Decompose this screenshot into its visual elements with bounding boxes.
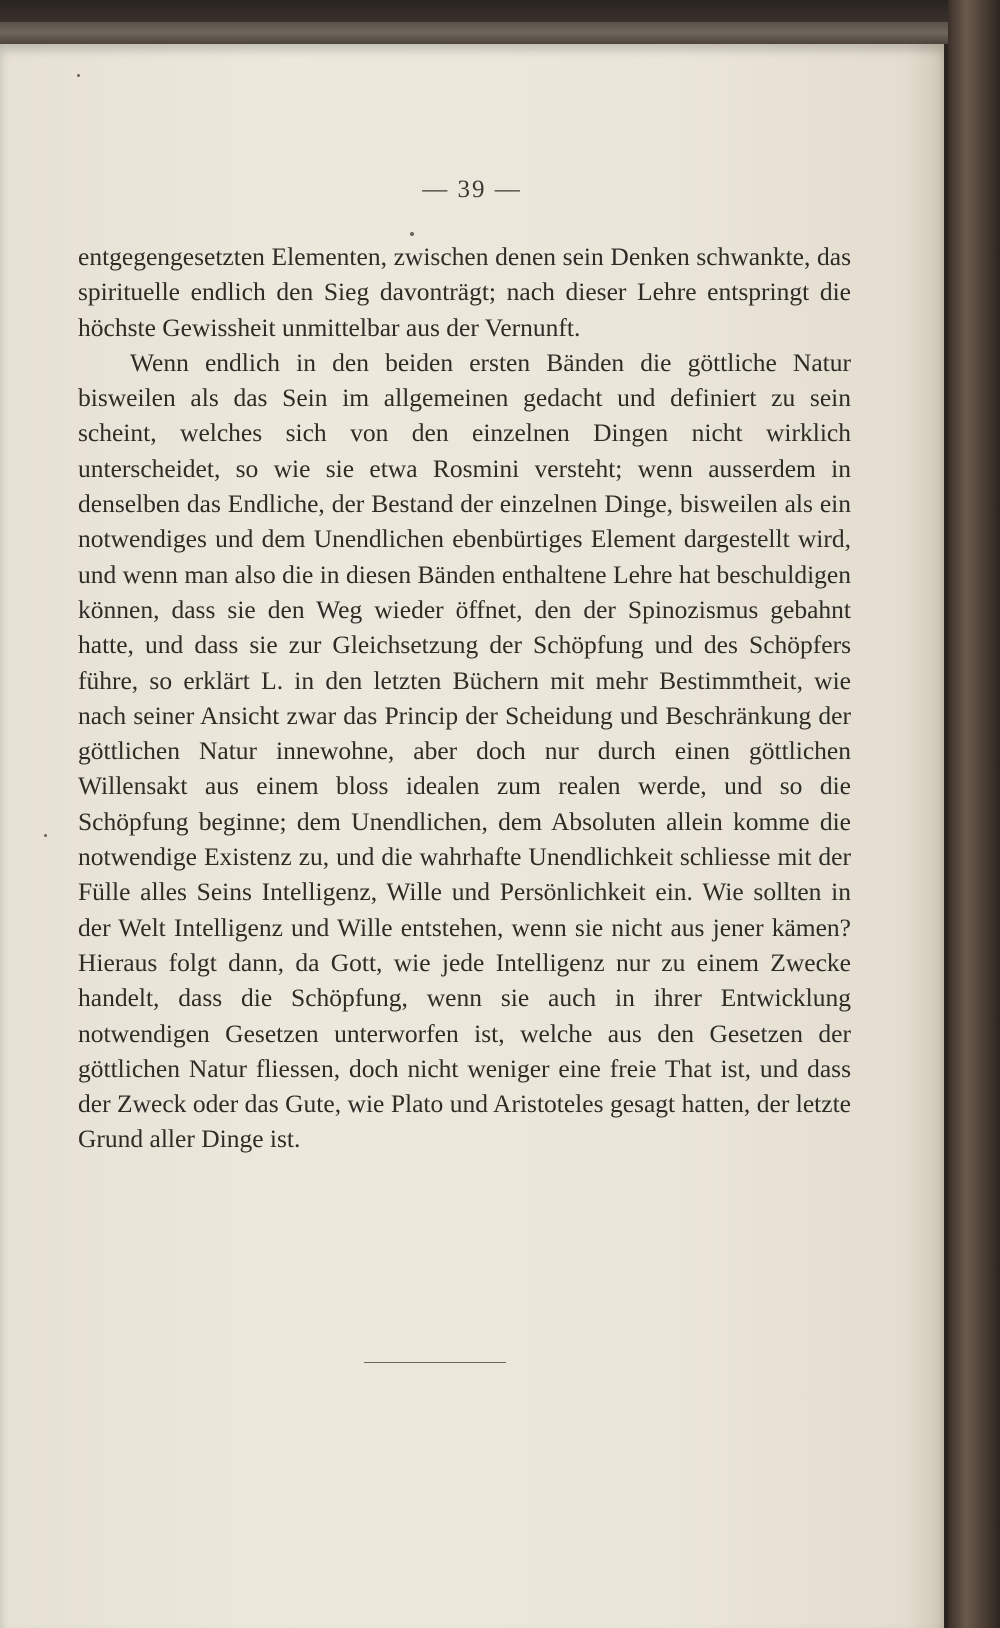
paper-speck <box>44 834 47 837</box>
paragraph-continuation: entgegengesetzten Elementen, zwischen denen sein Denken schwankte, das spirituelle endlich den Sieg davonträgt; nach dieser Lehre entspringt die höchste Gewissheit unmittelbar aus der Vernunft. <box>78 242 851 342</box>
page-number: — 39 — <box>422 176 522 203</box>
book-cover-board <box>948 0 1000 1628</box>
paper-speck <box>410 232 414 236</box>
page-body-text <box>78 239 851 1157</box>
end-rule-divider <box>364 1362 506 1363</box>
paragraph-main: Wenn endlich in den beiden ersten Bänden die göttliche Natur bisweilen als das Sein im allgemeinen gedacht und definiert zu sein scheint, welches sich von den einzelnen Dingen nicht wirklich unterscheidet, so wie sie etwa Rosmini versteht; wenn ausserdem in denselben das Endliche, der Bestand der einzelnen Dinge, bisweilen als ein notwendiges und dem Unendlichen ebenbürtiges Element dargestellt wird, und wenn man also die in diesen Bänden enthaltene Lehre hat beschuldigen können, dass sie den Weg wieder öffnet, den der Spinozismus gebahnt hatte, und dass sie zur Gleichsetzung der Schöpfung und des Schöpfers führe, so erklärt L. in den letzten Büchern mit mehr Bestimmtheit, wie nach seiner Ansicht zwar das Princip der Scheidung und Beschränkung der göttlichen Natur innewohne, aber doch nur durch einen göttlichen Willensakt aus einem bloss idealen zum realen werde, und so die Schöpfung beginne; dem Unendlichen, dem Absoluten allein komme die notwendige Existenz zu, und die wahrhafte Unendlichkeit schliesse mit der Fülle alles Seins Intelligenz, Wille und Persönlichkeit ein. Wie sollten in der Welt Intelligenz und Wille entstehen, wenn sie nicht aus jener kämen? Hieraus folgt dann, da Gott, wie jede Intelligenz nur zu einem Zwecke handelt, dass die Schöpfung, wenn sie auch in ihrer Entwicklung notwendigen Gesetzen unterworfen ist, welche aus den Gesetzen der göttlichen Natur fliessen, doch nicht weniger eine freie That ist, und dass der Zweck oder das Gute, wie Plato und Aristoteles gesagt hatten, der letzte Grund aller Dinge ist. <box>78 347 851 1154</box>
paper-speck <box>77 74 80 77</box>
book-page <box>0 44 944 1628</box>
book-binding-strip <box>0 22 960 44</box>
